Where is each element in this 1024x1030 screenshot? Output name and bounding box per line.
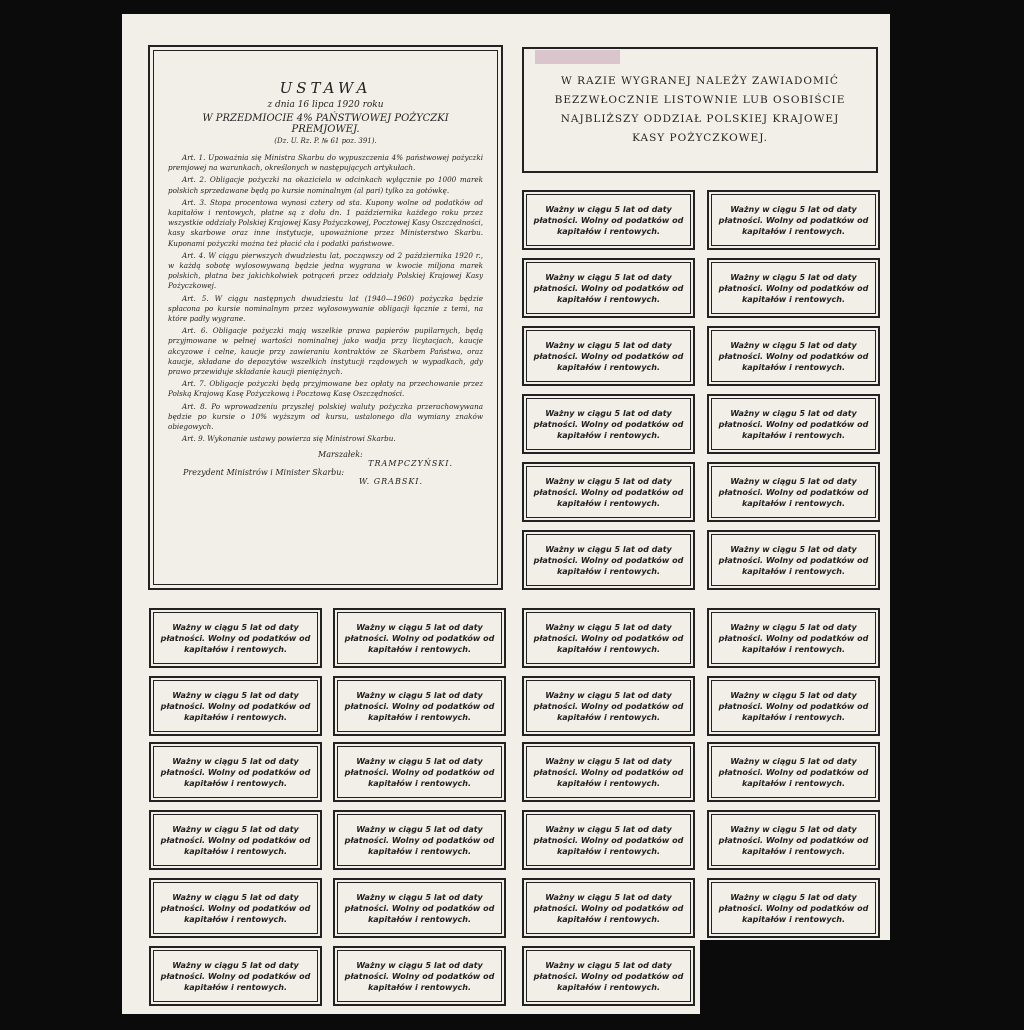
red-stamp [535,50,620,64]
law-date: z dnia 16 lipca 1920 roku [267,100,384,110]
coupon: Ważny w ciągu 5 lat od daty płatności. Wolny od podatków od kapitałów i rentowych. [149,878,322,938]
coupon: Ważny w ciągu 5 lat od daty płatności. Wolny od podatków od kapitałów i rentowych. [522,608,695,668]
signatures [168,450,483,486]
president-name: W. GRABSKI. [358,477,423,487]
coupon: Ważny w ciągu 5 lat od daty płatności. Wolny od podatków od kapitałów i rentowych. [522,462,695,522]
law-title: USTAWA [279,79,372,97]
coupon: Ważny w ciągu 5 lat od daty płatności. Wolny od podatków od kapitałów i rentowych. [149,676,322,736]
article-3: Art. 3. Stopa procentowa wynosi cztery od sta. Kupony wolne od podatków od kapitałów i rentowych, płatne są z dołu dn. 1 października każdego roku przez wszystkie oddziały Polskiej Krajowej Kasy Pożyczkowej, Pocztowej Kasy Oszczędności, kasy skarbowe oraz inne instytucje, upoważnione przez Ministerstwo Skarbu. Kuponami pożyczki można też płacić cła i podatki państwowe. [168,197,483,248]
marshal-name: TRAMPCZYŃSKI. [368,459,453,469]
coupon: Ważny w ciągu 5 lat od daty płatności. Wolny od podatków od kapitałów i rentowych. [707,530,880,590]
coupon: Ważny w ciągu 5 lat od daty płatności. Wolny od podatków od kapitałów i rentowych. [333,608,506,668]
marshal-label: Marszałek: [318,450,363,460]
coupon: Ważny w ciągu 5 lat od daty płatności. Wolny od podatków od kapitałów i rentowych. [707,676,880,736]
coupon: Ważny w ciągu 5 lat od daty płatności. Wolny od podatków od kapitałów i rentowych. [522,810,695,870]
coupon: Ważny w ciągu 5 lat od daty płatności. Wolny od podatków od kapitałów i rentowych. [707,878,880,938]
coupon: Ważny w ciągu 5 lat od daty płatności. Wolny od podatków od kapitałów i rentowych. [707,462,880,522]
coupon: Ważny w ciągu 5 lat od daty płatności. Wolny od podatków od kapitałów i rentowych. [333,810,506,870]
background-edge [890,0,1024,1024]
coupon: Ważny w ciągu 5 lat od daty płatności. Wolny od podatków od kapitałów i rentowych. [149,608,322,668]
coupon: Ważny w ciągu 5 lat od daty płatności. Wolny od podatków od kapitałów i rentowych. [149,946,322,1006]
coupon: Ważny w ciągu 5 lat od daty płatności. Wolny od podatków od kapitałów i rentowych. [149,742,322,802]
notice-line-1: W RAZIE WYGRANEJ NALEŻY ZAWIADOMIĆ [561,75,839,87]
article-1: Art. 1. Upoważnia się Ministra Skarbu do wypuszczenia 4% państwowej pożyczki premjowej na warunkach, określonych w następujących artykułach. [168,153,483,173]
coupon: Ważny w ciągu 5 lat od daty płatności. Wolny od podatków od kapitałów i rentowych. [707,394,880,454]
coupon: Ważny w ciągu 5 lat od daty płatności. Wolny od podatków od kapitałów i rentowych. [522,946,695,1006]
notice-line-3: NAJBLIŻSZY ODDZIAŁ POLSKIEJ KRAJOWEJ [560,113,840,125]
coupon: Ważny w ciągu 5 lat od daty płatności. Wolny od podatków od kapitałów i rentowych. [522,878,695,938]
coupon: Ważny w ciągu 5 lat od daty płatności. Wolny od podatków od kapitałów i rentowych. [707,742,880,802]
coupon: Ważny w ciągu 5 lat od daty płatności. Wolny od podatków od kapitałów i rentowych. [522,530,695,590]
coupon: Ważny w ciągu 5 lat od daty płatności. Wolny od podatków od kapitałów i rentowych. [333,676,506,736]
winning-notice-panel [522,47,878,173]
law-subject: W PRZEDMIOCIE 4% PAŃSTWOWEJ POŻYCZKI PREMJOWEJ. [202,113,449,135]
president-label: Prezydent Ministrów i Minister Skarbu: [183,468,345,478]
coupon: Ważny w ciągu 5 lat od daty płatności. Wolny od podatków od kapitałów i rentowych. [333,878,506,938]
coupon: Ważny w ciągu 5 lat od daty płatności. Wolny od podatków od kapitałów i rentowych. [522,326,695,386]
coupon: Ważny w ciągu 5 lat od daty płatności. Wolny od podatków od kapitałów i rentowych. [707,258,880,318]
article-8: Art. 8. Po wprowadzeniu przyszłej polskiej waluty pożyczka przerachowywana będzie po kursie o 10% wyższym od kursu, ustalonego dla wymiany znaków obiegowych. [168,401,483,432]
torn-corner [700,940,910,1030]
article-4: Art. 4. W ciągu pierwszych dwudziestu lat, począwszy od 2 października 1920 r., w każdą sobotę wylosowywaną będzie jedna wygrana w kwocie miljona marek polskich, płatna bez jakichkolwiek potrąceń przez oddziały Polskiej Krajowej Kasy Pożyczkowej. [168,250,483,291]
notice-line-4: KASY POŻYCZKOWEJ. [632,132,768,144]
coupon: Ważny w ciągu 5 lat od daty płatności. Wolny od podatków od kapitałów i rentowych. [522,258,695,318]
law-text-panel [148,45,503,590]
law-reference: (Dz. U. Rz. P. № 61 poz. 391). [274,137,377,145]
coupon: Ważny w ciągu 5 lat od daty płatności. Wolny od podatków od kapitałów i rentowych. [333,946,506,1006]
coupon: Ważny w ciągu 5 lat od daty płatności. Wolny od podatków od kapitałów i rentowych. [522,742,695,802]
coupon: Ważny w ciągu 5 lat od daty płatności. Wolny od podatków od kapitałów i rentowych. [522,676,695,736]
coupon: Ważny w ciągu 5 lat od daty płatności. Wolny od podatków od kapitałów i rentowych. [707,608,880,668]
coupon: Ważny w ciągu 5 lat od daty płatności. Wolny od podatków od kapitałów i rentowych. [707,326,880,386]
coupon: Ważny w ciągu 5 lat od daty płatności. Wolny od podatków od kapitałów i rentowych. [333,742,506,802]
article-5: Art. 5. W ciągu następnych dwudziestu lat (1940—1960) pożyczka będzie spłacona po kursie nominalnym przez wylosowywanie obligacji łącznie z temi, na które padły wygrane. [168,293,483,324]
article-2: Art. 2. Obligacje pożyczki na okaziciela w odcinkach wyłącznie po 1000 marek polskich sprzedawane będą po kursie nominalnym (al pari) tylko za gotówkę. [168,175,483,195]
coupon: Ważny w ciągu 5 lat od daty płatności. Wolny od podatków od kapitałów i rentowych. [707,810,880,870]
coupon: Ważny w ciągu 5 lat od daty płatności. Wolny od podatków od kapitałów i rentowych. [522,190,695,250]
coupon: Ważny w ciągu 5 lat od daty płatności. Wolny od podatków od kapitałów i rentowych. [522,394,695,454]
coupon: Ważny w ciągu 5 lat od daty płatności. Wolny od podatków od kapitałów i rentowych. [707,190,880,250]
article-6: Art. 6. Obligacje pożyczki mają wszelkie prawa papierów pupilarnych, będą przyjmowane w pełnej wartości nominalnej jako wadja przy licytacjach, kaucje akcyzowe i celne, kaucje przy zawieraniu kontraktów ze Skarbem Państwa, oraz kaucje, składane do depozytów wszelkich instytucji rządowych w wypadkach, gdy prawo przewiduje składanie kaucji pieniężnych. [168,326,483,377]
coupon: Ważny w ciągu 5 lat od daty płatności. Wolny od podatków od kapitałów i rentowych. [149,810,322,870]
article-9: Art. 9. Wykonanie ustawy powierza się Ministrowi Skarbu. [182,434,396,444]
notice-line-2: BEZZWŁOCZNIE LISTOWNIE LUB OSOBIŚCIE [554,94,846,106]
article-7: Art. 7. Obligacje pożyczki będą przyjmowane bez opłaty na przechowanie przez Polską Krajową Kasę Pożyczkową i Pocztową Kasę Oszczędności. [168,379,483,399]
